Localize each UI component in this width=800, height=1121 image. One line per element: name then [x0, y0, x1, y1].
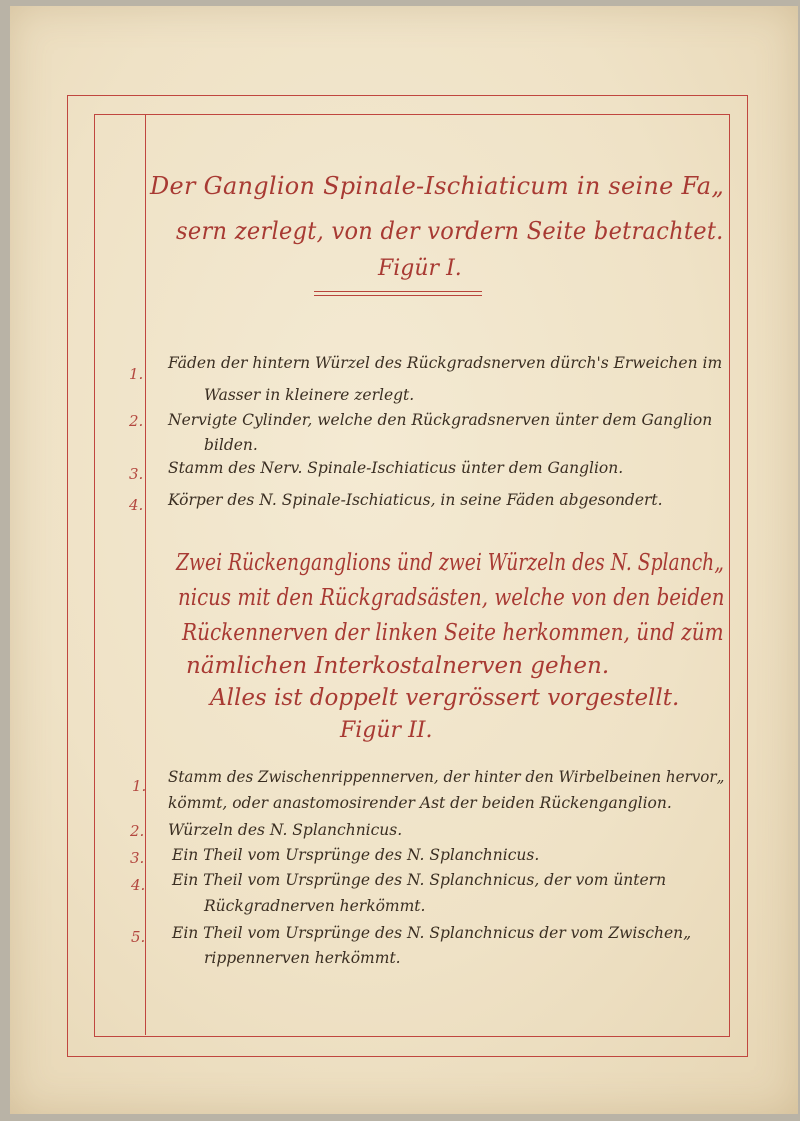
fig2-item-4-line-2: Rückgradnerven herkömmt. — [204, 897, 426, 915]
fig2-item-2-number: 2. — [130, 822, 145, 840]
fig2-item-1-number: 1. — [132, 777, 147, 795]
fig2-item-3-line-1: Ein Theil vom Ursprünge des N. Splanchnicus. — [172, 846, 540, 864]
fig2-item-1-line-2: kömmt, oder anastomosirender Ast der beiden Rückenganglion. — [168, 794, 672, 812]
fig2-item-4-number: 4. — [131, 876, 146, 894]
figure2-title-line-4: nämlichen Interkostalnerven gehen. — [186, 653, 610, 679]
fig1-item-1-line-2: Wasser in kleinere zerlegt. — [204, 386, 415, 404]
figure2-label: Figür II. — [340, 718, 433, 743]
fig2-item-2-line-1: Würzeln des N. Splanchnicus. — [168, 821, 403, 839]
fig2-item-5-line-1: Ein Theil vom Ursprünge des N. Splanchnicus der vom Zwischen„ — [172, 924, 692, 942]
fig1-item-4-number: 4. — [129, 496, 144, 514]
fig1-item-3-number: 3. — [129, 465, 144, 483]
fig2-item-3-number: 3. — [130, 849, 145, 867]
figure1-label: Figür I. — [378, 256, 462, 281]
fig1-item-2-line-1: Nervigte Cylinder, welche den Rückgradsnerven ünter dem Ganglion — [168, 411, 713, 429]
fig1-item-1-number: 1. — [129, 365, 144, 383]
figure1-title-line-1: Der Ganglion Spinale-Ischiaticum in seine Fa„ — [150, 172, 725, 200]
fig2-item-5-number: 5. — [131, 928, 146, 946]
fig1-item-3-line-1: Stamm des Nerv. Spinale-Ischiaticus ünter dem Ganglion. — [168, 459, 624, 477]
fig1-item-1-line-1: Fäden der hintern Würzel des Rückgradsnerven dürch's Erweichen im — [168, 354, 723, 372]
fig2-item-4-line-1: Ein Theil vom Ursprünge des N. Splanchnicus, der vom üntern — [172, 871, 667, 889]
margin-rule — [145, 114, 146, 1035]
fig2-item-1-line-1: Stamm des Zwischenrippennerven, der hinter den Wirbelbeinen hervor„ — [168, 768, 725, 786]
fig2-item-5-line-2: rippennerven herkömmt. — [204, 949, 401, 967]
fig1-item-2-line-2: bilden. — [204, 436, 258, 454]
fig1-item-2-number: 2. — [129, 412, 144, 430]
fig1-item-4-line-1: Körper des N. Spinale-Ischiaticus, in seine Fäden abgesondert. — [168, 491, 663, 509]
figure2-title-line-5: Alles ist doppelt vergrössert vorgestellt. — [210, 685, 680, 711]
figure2-title-line-1: Zwei Rückenganglions ünd zwei Würzeln des N. Splanch„ — [176, 550, 724, 576]
figure2-title-line-3: Rückennerven der linken Seite herkommen, ünd züm — [182, 620, 724, 646]
title-underline — [314, 291, 482, 296]
figure2-title-line-2: nicus mit den Rückgradsästen, welche von den beiden — [178, 585, 725, 611]
figure1-title-line-2: sern zerlegt, von der vordern Seite betrachtet. — [176, 217, 724, 245]
